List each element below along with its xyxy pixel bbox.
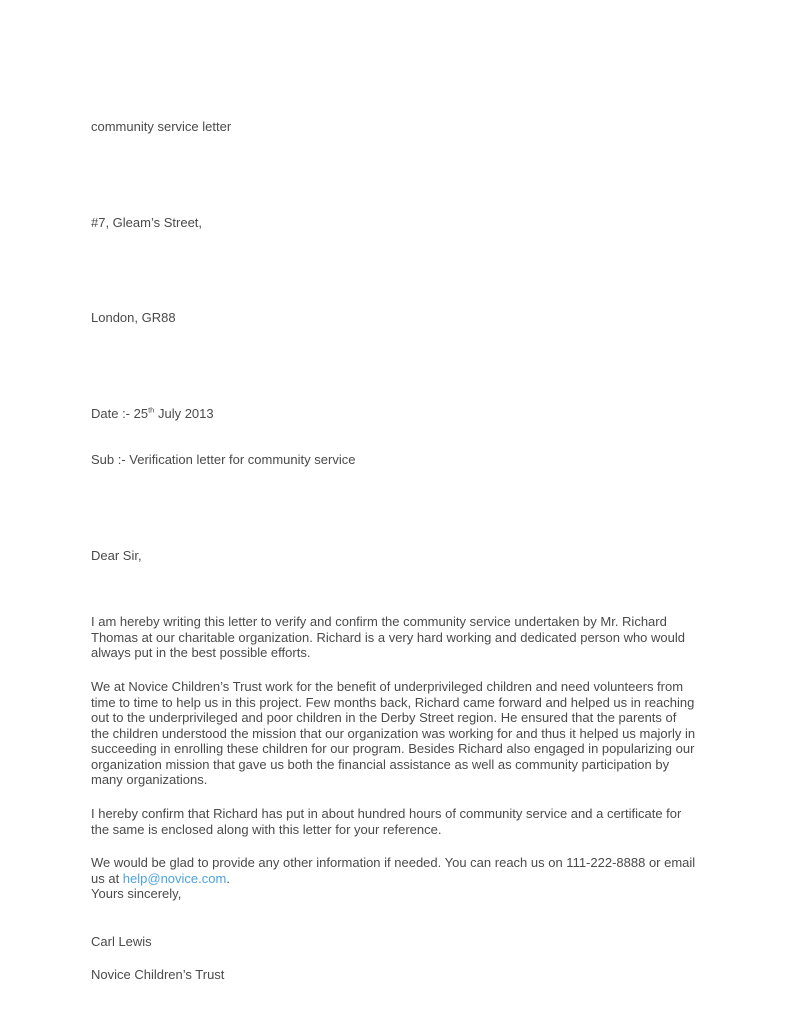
document-heading	[91, 88, 697, 166]
body-paragraph-2: We at Novice Children’s Trust work for the benefit of underprivileged children and need volunteers from time to time to help us in this project. Few months back, Richard came forward and helped us in reaching out to the underprivileged and poor children in the Derby Street region. He ensured that the parents of the children understood the mission that our organization was working for and thus it helped us majorly in succeeding in enrolling these children for our program. Besides Richard also engaged in popularizing our organization mission that gave us both the financial assistance as well as community participation by many organizations.	[91, 678, 696, 788]
closing	[91, 886, 697, 902]
sender-address-line-1	[91, 183, 697, 261]
organization-name: Novice Children’s Trust	[91, 967, 225, 983]
contact-text-before-link: We would be glad to provide any other information if needed. You can reach us on 111-222-8888 or email us at	[91, 855, 696, 886]
subject-line: Sub :- Verification letter for community service	[91, 452, 356, 468]
signature-name: Carl Lewis	[91, 934, 152, 950]
address-city-postcode: London, GR88	[91, 310, 176, 326]
organization-block	[91, 967, 697, 983]
letter-body	[91, 88, 697, 983]
body-paragraph-1: I am hereby writing this letter to verify and confirm the community service undertaken by Mr. Richard Thomas at our charitable organization. Richard is a very hard working and dedicated person who would always put in the best possible efforts.	[91, 614, 685, 661]
document-title: community service letter	[91, 119, 232, 135]
sender-address-line-2	[91, 279, 697, 357]
contact-paragraph	[91, 855, 697, 886]
salutation-text: Dear Sir,	[91, 548, 142, 564]
address-street: #7, Gleam’s Street,	[91, 214, 203, 230]
date-ordinal-suffix: th	[148, 405, 155, 415]
date-line	[91, 406, 697, 422]
closing-text: Yours sincerely,	[91, 886, 182, 902]
email-link[interactable]: help@novice.com	[122, 870, 227, 886]
signature-name-block	[91, 934, 697, 950]
salutation	[91, 517, 697, 595]
contact-text-after-link: .	[226, 870, 230, 886]
body-paragraph-3: I hereby confirm that Richard has put in about hundred hours of community service and a certificate for the same is enclosed along with this letter for your reference.	[91, 806, 682, 837]
date-prefix: Date :- 25	[91, 405, 149, 421]
date-rest: July 2013	[154, 405, 214, 421]
date-and-subject-block	[91, 374, 697, 499]
